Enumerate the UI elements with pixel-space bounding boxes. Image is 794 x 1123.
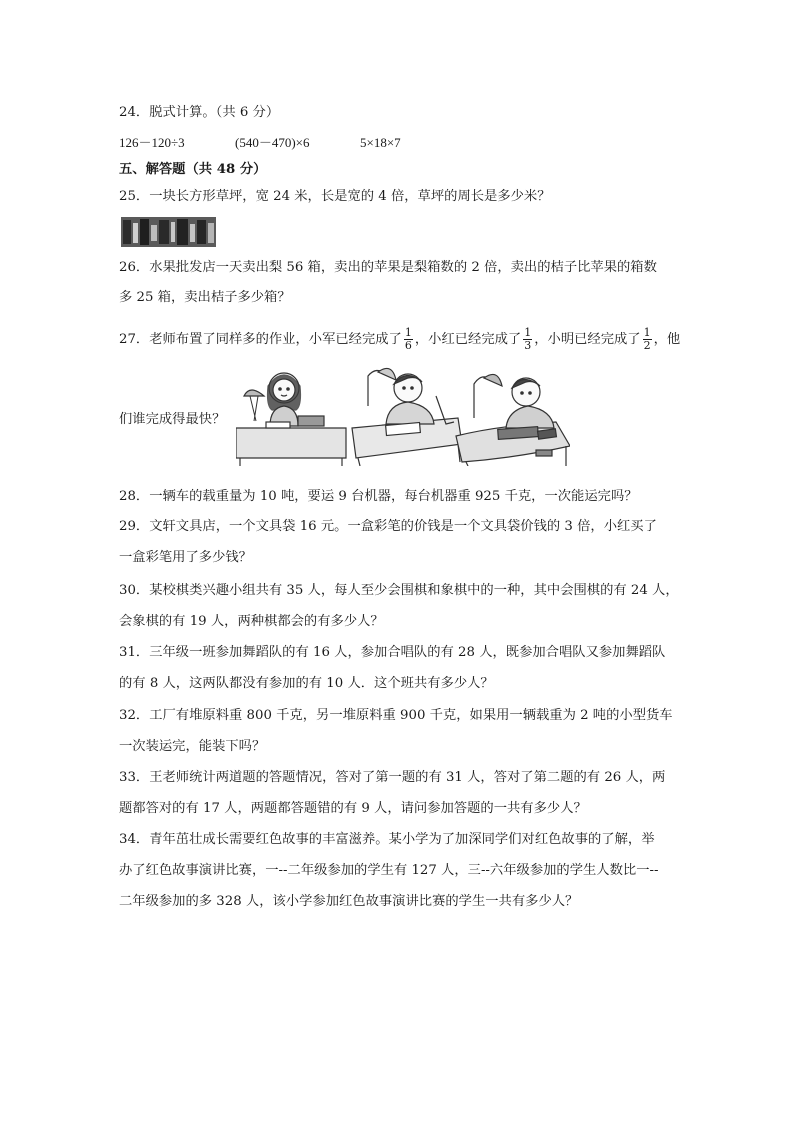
q24-expression-1: 126－120÷3	[119, 135, 185, 150]
q30-line-1: 30．某校棋类兴趣小组共有 35 人，每人至少会围棋和象棋中的一种，其中会围棋的有 24 人，	[119, 583, 679, 598]
fraction-numerator: 1	[404, 326, 412, 339]
q32-line-2: 一次装运完，能装下吗？	[119, 739, 266, 754]
q27-fraction-3	[643, 327, 652, 352]
fraction-denominator: 2	[643, 339, 651, 352]
q24-expression-2: (540－470)×6	[235, 135, 310, 150]
fraction-denominator: 6	[404, 339, 412, 352]
fraction-numerator: 1	[524, 326, 532, 339]
q29-line-2: 一盒彩笔用了多少钱？	[119, 550, 252, 565]
q27-part-3: ，小明已经完成了	[534, 332, 641, 347]
q34-line-3: 二年级参加的多 328 人，该小学参加红色故事演讲比赛的学生一共有多少人？	[119, 894, 579, 909]
q26-line-1: 26．水果批发店一天卖出梨 56 箱，卖出的苹果是梨箱数的 2 倍，卖出的桔子比苹果的箱数	[119, 260, 657, 275]
children-homework-illustration	[236, 366, 570, 466]
q27-fraction-1	[404, 327, 413, 352]
smudge-image	[121, 217, 216, 247]
section-heading: 五、解答题（共 48 分）	[119, 162, 267, 177]
q27-fraction-2	[523, 327, 532, 352]
q26-line-2: 多 25 箱，卖出桔子多少箱？	[119, 290, 291, 305]
q31-line-2: 的有 8 人，这两队都没有参加的有 10 人．这个班共有多少人？	[119, 676, 494, 691]
fraction-denominator: 3	[524, 339, 532, 352]
q34-line-2: 办了红色故事演讲比赛，一--二年级参加的学生有 127 人，三--六年级参加的学生人数比一--	[119, 863, 659, 878]
q24-expression-3: 5×18×7	[360, 135, 401, 150]
q27-part-2: ，小红已经完成了	[414, 332, 522, 347]
q30-line-2: 会象棋的有 19 人，两种棋都会的有多少人？	[119, 614, 384, 629]
q33-line-1: 33．王老师统计两道题的答题情况，答对了第一题的有 31 人，答对了第二题的有 26 人，两	[119, 770, 666, 785]
q27-line-1	[119, 327, 680, 352]
q24-title: 24．脱式计算。（共 6 分）	[119, 105, 280, 120]
q33-line-2: 题都答对的有 17 人，两题都答题错的有 9 人，请问参加答题的一共有多少人？	[119, 801, 587, 816]
q29-line-1: 29．文轩文具店，一个文具袋 16 元。一盒彩笔的价钱是一个文具袋价钱的 3 倍，小红买了	[119, 519, 657, 534]
q27-part-4: ，他	[653, 332, 681, 347]
q31-line-1: 31．三年级一班参加舞蹈队的有 16 人，参加合唱队的有 28 人，既参加合唱队又参加舞蹈队	[119, 645, 666, 660]
q27-line-2: 们谁完成得最快？	[119, 412, 226, 427]
q32-line-1: 32．工厂有堆原料重 800 千克，另一堆原料重 900 千克，如果用一辆载重为 2 吨的小型货车	[119, 708, 673, 723]
q25-text: 25．一块长方形草坪，宽 24 米，长是宽的 4 倍，草坪的周长是多少米？	[119, 189, 551, 204]
q27-part-1: 27．老师布置了同样多的作业，小军已经完成了	[119, 332, 402, 347]
q28-text: 28．一辆车的载重量为 10 吨，要运 9 台机器，每台机器重 925 千克，一次能运完吗？	[119, 489, 638, 504]
fraction-numerator: 1	[643, 326, 651, 339]
q34-line-1: 34．青年茁壮成长需要红色故事的丰富滋养。某小学为了加深同学们对红色故事的了解，举	[119, 832, 655, 847]
